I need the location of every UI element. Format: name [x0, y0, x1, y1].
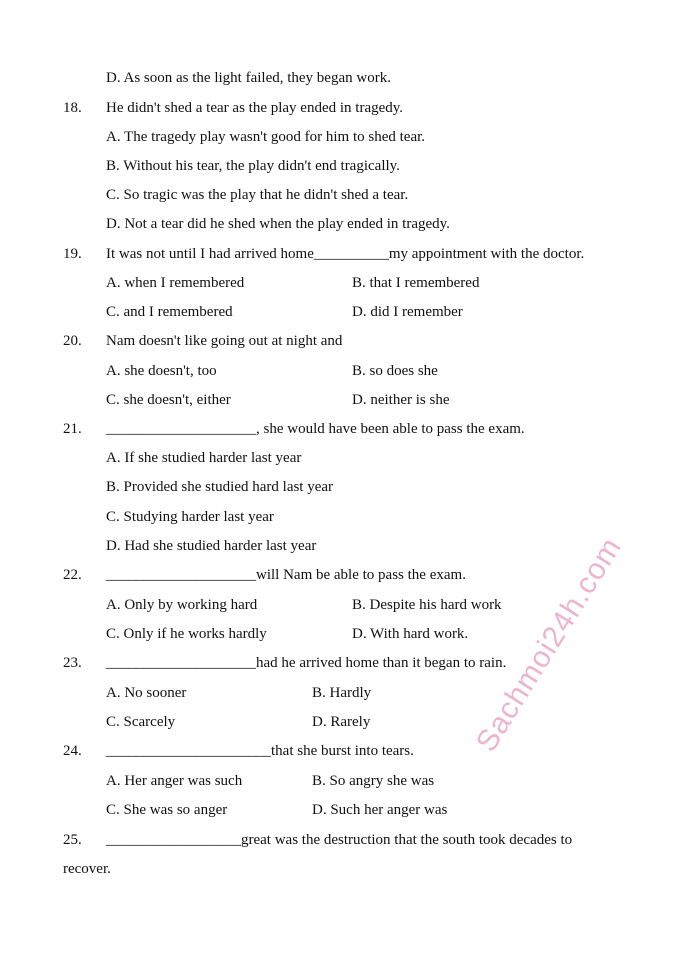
option-c: C. She was so anger [106, 802, 228, 818]
option-b: B. that I remembered [352, 275, 480, 291]
option-a: A. when I remembered [106, 275, 245, 291]
option-a: A. If she studied harder last year [106, 450, 302, 466]
option-d: D. Rarely [312, 714, 371, 730]
question-number: 25. [63, 832, 82, 848]
question-number: 23. [63, 655, 82, 671]
option-c: C. So tragic was the play that he didn't shed a tear. [106, 187, 409, 203]
option-a: A. No sooner [106, 685, 187, 701]
option-a: A. The tragedy play wasn't good for him to shed tear. [106, 129, 426, 145]
question-17-option-d: D. As soon as the light failed, they began work. [106, 70, 391, 86]
question-stem: ____________________will Nam be able to pass the exam. [106, 567, 466, 583]
option-d: D. did I remember [352, 304, 463, 320]
question-number: 18. [63, 100, 82, 116]
question-stem: ______________________that she burst into tears. [106, 743, 414, 759]
question-stem: __________________great was the destruction that the south took decades to [106, 832, 573, 848]
option-b: B. Without his tear, the play didn't end tragically. [106, 158, 400, 174]
option-b: B. So angry she was [312, 773, 435, 789]
question-number: 20. [63, 333, 82, 349]
option-d: D. Not a tear did he shed when the play ended in tragedy. [106, 216, 450, 232]
question-stem: Nam doesn't like going out at night and [106, 333, 343, 349]
option-b: B. so does she [352, 363, 438, 379]
question-number: 22. [63, 567, 82, 583]
option-a: A. she doesn't, too [106, 363, 217, 379]
option-c: C. Only if he works hardly [106, 626, 267, 642]
option-c: C. she doesn't, either [106, 392, 231, 408]
question-stem-continuation: recover. [63, 861, 111, 877]
question-number: 21. [63, 421, 82, 437]
option-b: B. Despite his hard work [352, 597, 502, 613]
option-d: D. Such her anger was [312, 802, 448, 818]
option-c: C. Studying harder last year [106, 509, 274, 525]
question-number: 19. [63, 246, 82, 262]
option-c: C. Scarcely [106, 714, 176, 730]
question-stem: ____________________had he arrived home than it began to rain. [106, 655, 507, 671]
option-d: D. neither is she [352, 392, 450, 408]
option-a: A. Only by working hard [106, 597, 258, 613]
option-b: B. Hardly [312, 685, 372, 701]
option-c: C. and I remembered [106, 304, 233, 320]
question-stem: ____________________, she would have been able to pass the exam. [106, 421, 525, 437]
option-a: A. Her anger was such [106, 773, 243, 789]
question-number: 24. [63, 743, 82, 759]
question-stem: He didn't shed a tear as the play ended in tragedy. [106, 100, 404, 116]
option-d: D. Had she studied harder last year [106, 538, 317, 554]
option-d: D. With hard work. [352, 626, 469, 642]
option-b: B. Provided she studied hard last year [106, 479, 334, 495]
question-stem: It was not until I had arrived home__________my appointment with the doctor. [106, 246, 585, 262]
watermark: Sachmoi24h.com [470, 531, 629, 758]
